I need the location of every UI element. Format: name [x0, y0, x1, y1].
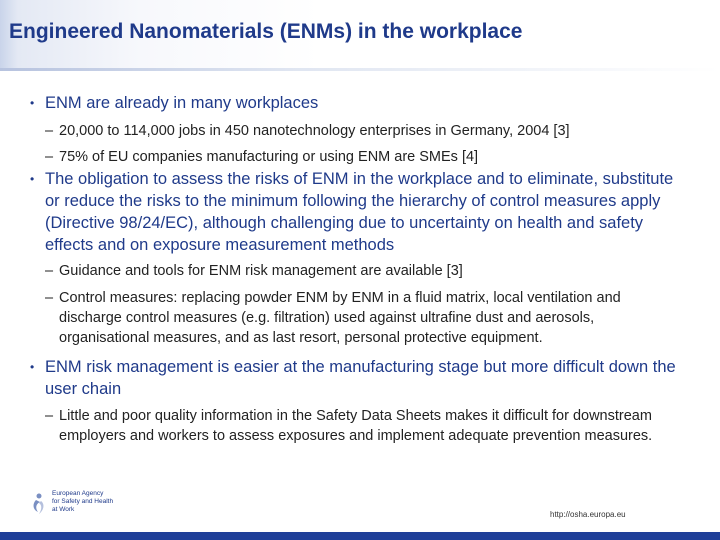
agency-logo-text: European Agency for Safety and Health at Work	[52, 490, 114, 513]
bullet-2	[30, 168, 690, 256]
bullet-1-sub-1	[45, 121, 685, 141]
title-divider	[0, 68, 720, 71]
sub-bullet-marker: –	[45, 290, 54, 306]
title-bar	[0, 0, 720, 68]
sub-bullet-marker: –	[45, 149, 54, 165]
bullet-1-text: ENM are already in many workplaces	[45, 94, 319, 112]
bullet-3-text: ENM risk management is easier at the manufacturing stage but more difficult down the user chain	[45, 358, 676, 398]
bullet-1-sub-2	[45, 147, 685, 167]
bullet-2-sub-2	[45, 288, 685, 348]
bullet-2-sub-2-text: Control measures: replacing powder ENM by ENM in a fluid matrix, local ventilation and discharge control measures (e.g. filtration) used against ultrafine dust and aerosols, organisational measures, and as last resort, personal protective equipment.	[59, 290, 621, 346]
bullet-marker: •	[30, 360, 35, 374]
agency-emblem-icon	[30, 490, 50, 520]
bullet-marker: •	[30, 96, 35, 110]
bullet-2-sub-1	[45, 261, 685, 281]
footer-url[interactable]: http://osha.europa.eu	[550, 510, 626, 519]
bullet-1-sub-2-text: 75% of EU companies manufacturing or using ENM are SMEs [4]	[59, 149, 479, 165]
sub-bullet-marker: –	[45, 263, 54, 279]
bullet-3-sub-1	[45, 406, 685, 446]
bullet-2-text: The obligation to assess the risks of ENM in the workplace and to eliminate, substitute or reduce the risks to the minimum following the hierarchy of control measures apply (Directive 98/24/EC), although challenging due to uncertainty on health and safety effects and on exposure measurement methods	[45, 170, 674, 254]
bullet-3	[30, 356, 690, 400]
slide-title: Engineered Nanomaterials (ENMs) in the workplace	[9, 20, 523, 43]
bullet-2-sub-1-text: Guidance and tools for ENM risk management are available [3]	[59, 263, 463, 279]
footer-bar	[0, 532, 720, 540]
bullet-marker: •	[30, 172, 35, 186]
sub-bullet-marker: –	[45, 123, 54, 139]
agency-logo	[30, 490, 130, 522]
bullet-3-sub-1-text: Little and poor quality information in the Safety Data Sheets makes it difficult for downstream employers and workers to assess exposures and implement adequate prevention measures.	[59, 408, 653, 444]
bullet-1	[30, 92, 690, 114]
bullet-1-sub-1-text: 20,000 to 114,000 jobs in 450 nanotechnology enterprises in Germany, 2004 [3]	[59, 123, 570, 139]
sub-bullet-marker: –	[45, 408, 54, 424]
